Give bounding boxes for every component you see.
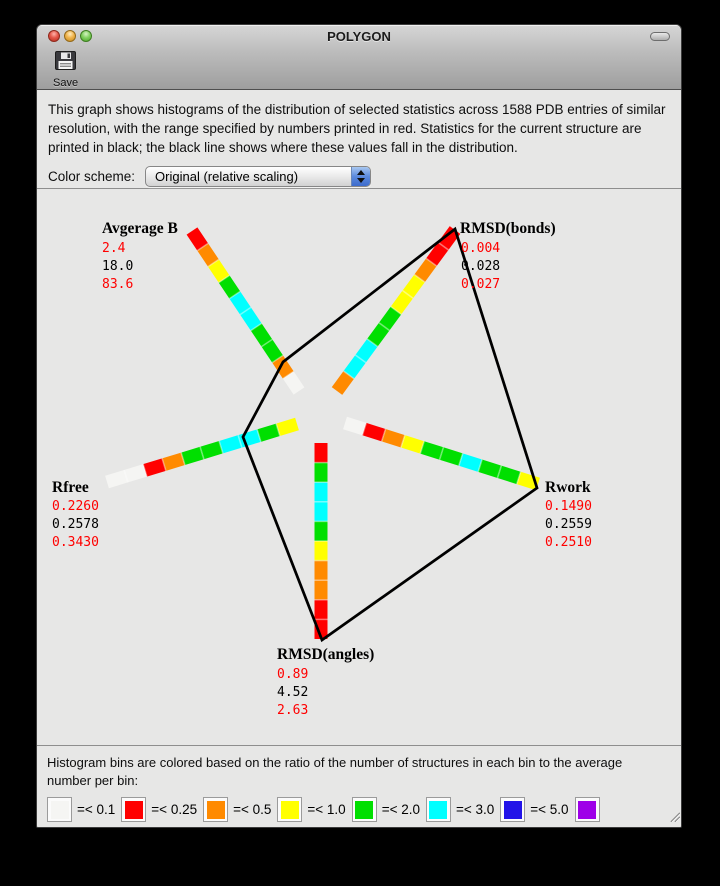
toolbar [37, 47, 681, 90]
bin-boundary [396, 310, 397, 311]
legend-bin [203, 797, 277, 822]
legend-swatch-green [352, 797, 377, 822]
legend-bin [500, 797, 574, 822]
histogram-segment [396, 294, 408, 310]
legend-swatch-blue [500, 797, 525, 822]
histogram-segment [349, 359, 361, 375]
bin-boundary [256, 326, 257, 327]
histogram-segment [183, 453, 202, 459]
histogram-segment [364, 429, 383, 435]
save-button-label: Save [53, 77, 79, 89]
axis-value: 83.6 [102, 277, 134, 292]
legend-bin [352, 797, 426, 822]
legend-bin-label: =< 0.1 [77, 802, 116, 817]
axis-value: 0.1490 [545, 499, 592, 514]
traffic-lights [48, 30, 92, 42]
legend-swatch-orange [203, 797, 228, 822]
axis-value: 0.028 [461, 259, 501, 274]
legend-row [47, 797, 671, 822]
legend-bin [575, 797, 611, 822]
histogram-segment [126, 470, 145, 476]
histogram-segment [345, 423, 364, 429]
chevron-down-icon [357, 178, 365, 183]
legend-swatch-cyan [426, 797, 451, 822]
axis-value: 0.2578 [52, 517, 99, 532]
bin-boundary [266, 342, 267, 343]
controls-area [37, 90, 681, 188]
histogram-segment [499, 472, 518, 478]
swatch-color-icon [429, 801, 447, 819]
axis-label: Rwork [545, 479, 591, 496]
swatch-color-icon [504, 801, 522, 819]
axis-label: Avgerage B [102, 220, 178, 237]
toolbar-toggle-button[interactable] [650, 32, 670, 41]
histogram-segment [107, 476, 126, 482]
histogram-segment [361, 343, 373, 359]
histogram-segment [278, 424, 297, 430]
resize-grip[interactable] [668, 809, 680, 827]
legend-bin [121, 797, 203, 822]
bin-boundary [245, 310, 246, 311]
color-scheme-selected-value: Original (relative scaling) [155, 169, 299, 184]
polygon-window [36, 24, 682, 828]
bin-boundary [348, 374, 349, 375]
histogram-segment [213, 263, 224, 279]
polygon-plot-panel [37, 189, 681, 745]
titlebar[interactable] [37, 25, 681, 47]
window-chrome [37, 25, 681, 90]
color-scheme-row [48, 166, 670, 187]
legend-bin [426, 797, 500, 822]
histogram-segment [145, 465, 164, 471]
axis-value: 2.4 [102, 241, 126, 256]
histogram-segment [442, 454, 461, 460]
legend-bin [47, 797, 121, 822]
save-floppy-icon [54, 50, 77, 76]
bin-boundary [372, 342, 373, 343]
axis-value: 4.52 [277, 685, 309, 700]
close-button[interactable] [48, 30, 60, 42]
axis-value: 0.2559 [545, 517, 592, 532]
histogram-segment [384, 435, 403, 441]
histogram-segment [267, 343, 278, 359]
axis-value: 0.004 [461, 241, 501, 256]
legend-bin [277, 797, 351, 822]
bin-boundary [384, 326, 385, 327]
swatch-color-icon [207, 801, 225, 819]
histogram-segment [384, 311, 396, 327]
axis-value: 0.89 [277, 667, 309, 682]
legend-bin-label: =< 2.0 [381, 802, 420, 817]
histogram-segment [420, 262, 432, 278]
bin-boundary [224, 278, 225, 279]
histogram-segment [422, 447, 441, 453]
histogram-segment [164, 459, 183, 465]
bin-boundary [360, 358, 361, 359]
histogram-segment [202, 447, 221, 453]
swatch-color-icon [51, 801, 69, 819]
color-scheme-label: Color scheme: [48, 169, 136, 184]
histogram-segment [431, 246, 443, 262]
bin-boundary [431, 262, 432, 263]
legend-panel [37, 746, 681, 828]
histogram-segment [203, 247, 214, 263]
axis-value: 18.0 [102, 259, 134, 274]
bin-boundary [288, 374, 289, 375]
bin-boundary [277, 358, 278, 359]
histogram-segment [246, 311, 257, 327]
save-button[interactable] [47, 49, 84, 90]
description-text: This graph shows histograms of the distribution of selected statistics across 1588 PDB entries of similar resolution, with the range specified by numbers printed in red. Statistics for the current structure are printed in black; the black line shows where these values fall in the distribution. [48, 102, 666, 155]
popup-stepper-icon [351, 167, 370, 186]
legend-swatch-yellow [277, 797, 302, 822]
minimize-button[interactable] [64, 30, 76, 42]
swatch-color-icon [355, 801, 373, 819]
axis-value: 0.027 [461, 277, 501, 292]
bin-boundary [443, 245, 444, 246]
histogram-segment [372, 327, 384, 343]
histogram-segment [461, 460, 480, 466]
legend-bin-label: =< 5.0 [530, 802, 569, 817]
chevron-up-icon [357, 170, 365, 175]
histogram-segment [480, 466, 499, 472]
polygon-plot-svg [37, 189, 682, 745]
axis-value: 0.3430 [52, 535, 99, 550]
axis-label: Rfree [52, 479, 89, 496]
bin-boundary [419, 278, 420, 279]
legend-bin-label: =< 0.25 [151, 802, 198, 817]
swatch-color-icon [281, 801, 299, 819]
bin-boundary [213, 262, 214, 263]
bin-boundary [407, 294, 408, 295]
histogram-segment [192, 231, 203, 247]
zoom-button[interactable] [80, 30, 92, 42]
legend-bin-label: =< 1.0 [307, 802, 346, 817]
legend-swatch-white [47, 797, 72, 822]
histogram-segment [259, 430, 278, 436]
histogram-segment [221, 441, 240, 447]
legend-swatch-purple [575, 797, 600, 822]
legend-swatch-red [121, 797, 146, 822]
histogram-segment [408, 278, 420, 294]
histogram-segment [403, 441, 422, 447]
histogram-segment [224, 279, 235, 295]
axis-label: RMSD(angles) [277, 646, 375, 663]
swatch-color-icon [578, 801, 596, 819]
histogram-segment [288, 375, 299, 391]
legend-bin-label: =< 3.0 [455, 802, 495, 817]
color-scheme-select[interactable] [145, 166, 371, 187]
histogram-segment [235, 295, 246, 311]
bin-boundary [234, 294, 235, 295]
histogram-segment [337, 375, 349, 391]
histogram-segment [256, 327, 267, 343]
axis-value: 0.2260 [52, 499, 99, 514]
axis-label: RMSD(bonds) [460, 220, 556, 237]
swatch-color-icon [125, 801, 143, 819]
legend-note: Histogram bins are colored based on the ratio of the number of structures in each bin to the average number per bin: [47, 755, 623, 788]
bin-boundary [202, 246, 203, 247]
window-title: POLYGON [327, 28, 391, 44]
legend-bin-label: =< 0.5 [233, 802, 272, 817]
axis-value: 2.63 [277, 703, 309, 718]
axis-value: 0.2510 [545, 535, 592, 550]
